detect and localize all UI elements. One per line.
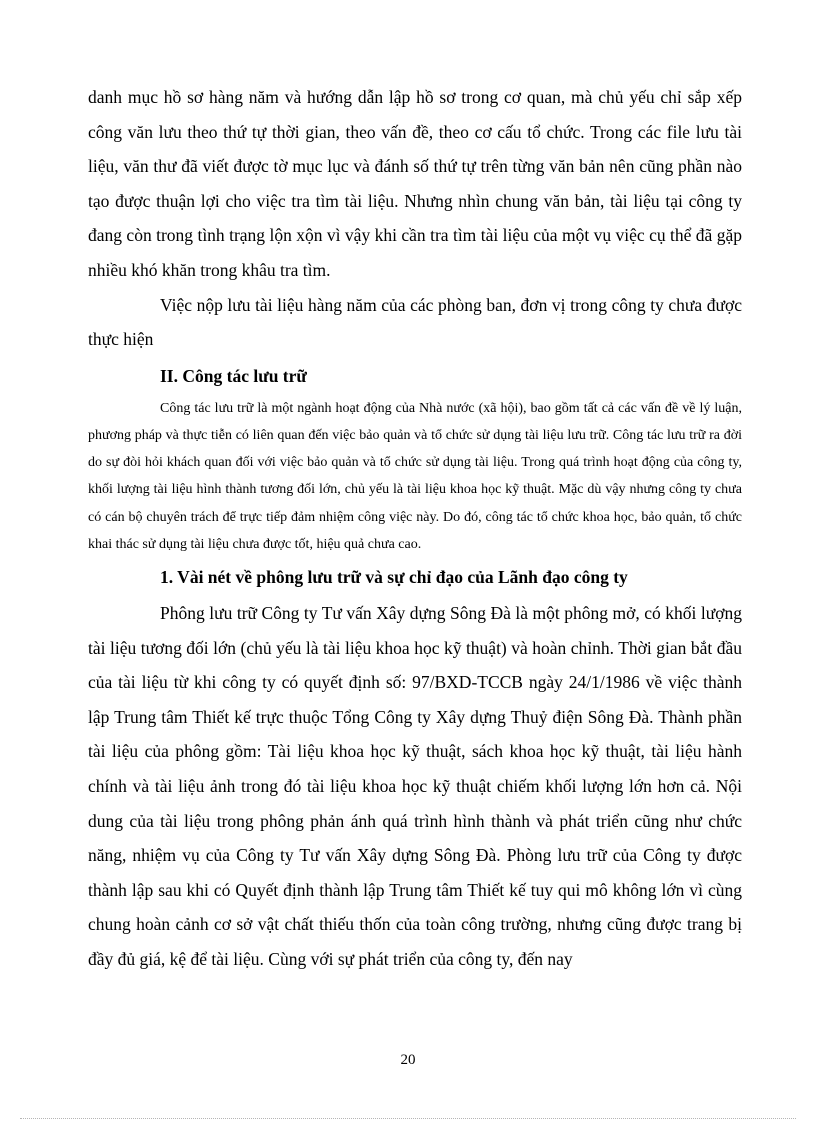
paragraph-continuation: danh mục hồ sơ hàng năm và hướng dẫn lập hồ sơ trong cơ quan, mà chủ yếu chỉ sắp xếp công văn lưu theo thứ tự thời gian, theo vấn đề, theo cơ cấu tổ chức. Trong các file lưu tài liệu, văn thư đã viết được tờ mục lục và đánh số thứ tự trên từng văn bản nên cũng phần nào tạo được thuận lợi cho việc tra tìm tài liệu. Nhưng nhìn chung văn bản, tài liệu tại công ty đang còn trong tình trạng lộn xộn vì vậy khi cần tra tìm tài liệu của một vụ việc cụ thể đã gặp nhiều khó khăn trong khâu tra tìm.	[88, 87, 742, 280]
document-page	[88, 80, 742, 977]
subsection-heading: 1. Vài nét về phông lưu trữ và sự chỉ đạo của Lãnh đạo công ty	[160, 566, 628, 587]
page-bottom-border	[20, 1118, 796, 1119]
paragraph-archive-work: Công tác lưu trữ là một ngành hoạt động của Nhà nước (xã hội), bao gồm tất cả các vấn đề về lý luận, phương pháp và thực tiễn có liên quan đến việc bảo quản và tổ chức sử dụng tài liệu lưu trữ. Công tác lưu trữ ra đời do sự đòi hỏi khách quan đối với việc bảo quản và tổ chức sử dụng tài liệu. Trong quá trình hoạt động của công ty, khối lượng tài liệu hình thành tương đối lớn, chủ yếu là tài liệu khoa học kỹ thuật. Mặc dù vậy nhưng công ty chưa có cán bộ chuyên trách để trực tiếp đảm nhiệm công việc này. Do đó, công tác tổ chức khoa học, bảo quản, tổ chức khai thác sử dụng tài liệu chưa được tốt, hiệu quả chưa cao.	[88, 400, 742, 552]
page-number: 20	[400, 1052, 416, 1068]
paragraph-archive-fond: Phông lưu trữ Công ty Tư vấn Xây dựng Sông Đà là một phông mở, có khối lượng tài liệu tương đối lớn (chủ yếu là tài liệu khoa học kỹ thuật) và hoàn chỉnh. Thời gian bắt đầu của tài liệu từ khi công ty có quyết định số: 97/BXD-TCCB ngày 24/1/1986 về việc thành lập Trung tâm Thiết kế trực thuộc Tổng Công ty Xây dựng Thuỷ điện Sông Đà. Thành phần tài liệu của phông gồm: Tài liệu khoa học kỹ thuật, sách khoa học kỹ thuật, tài liệu hành chính và tài liệu ảnh trong đó tài liệu khoa học kỹ thuật chiếm khối lượng lớn hơn cả. Nội dung của tài liệu trong phông phản ánh quá trình hình thành và phát triển cũng như chức năng, nhiệm vụ của Công ty Tư vấn Xây dựng Sông Đà. Phòng lưu trữ của Công ty được thành lập sau khi có Quyết định thành lập Trung tâm Thiết kế tuy qui mô không lớn vì cùng chung hoàn cảnh cơ sở vật chất thiếu thốn của toàn công trường, nhưng cũng được trang bị đầy đủ giá, kệ để tài liệu. Cùng với sự phát triển của công ty, đến nay	[88, 602, 742, 969]
paragraph-submission: Việc nộp lưu tài liệu hàng năm của các phòng ban, đơn vị trong công ty chưa được thực hiện	[88, 294, 742, 350]
section-heading: II. Công tác lưu trữ	[160, 365, 307, 386]
